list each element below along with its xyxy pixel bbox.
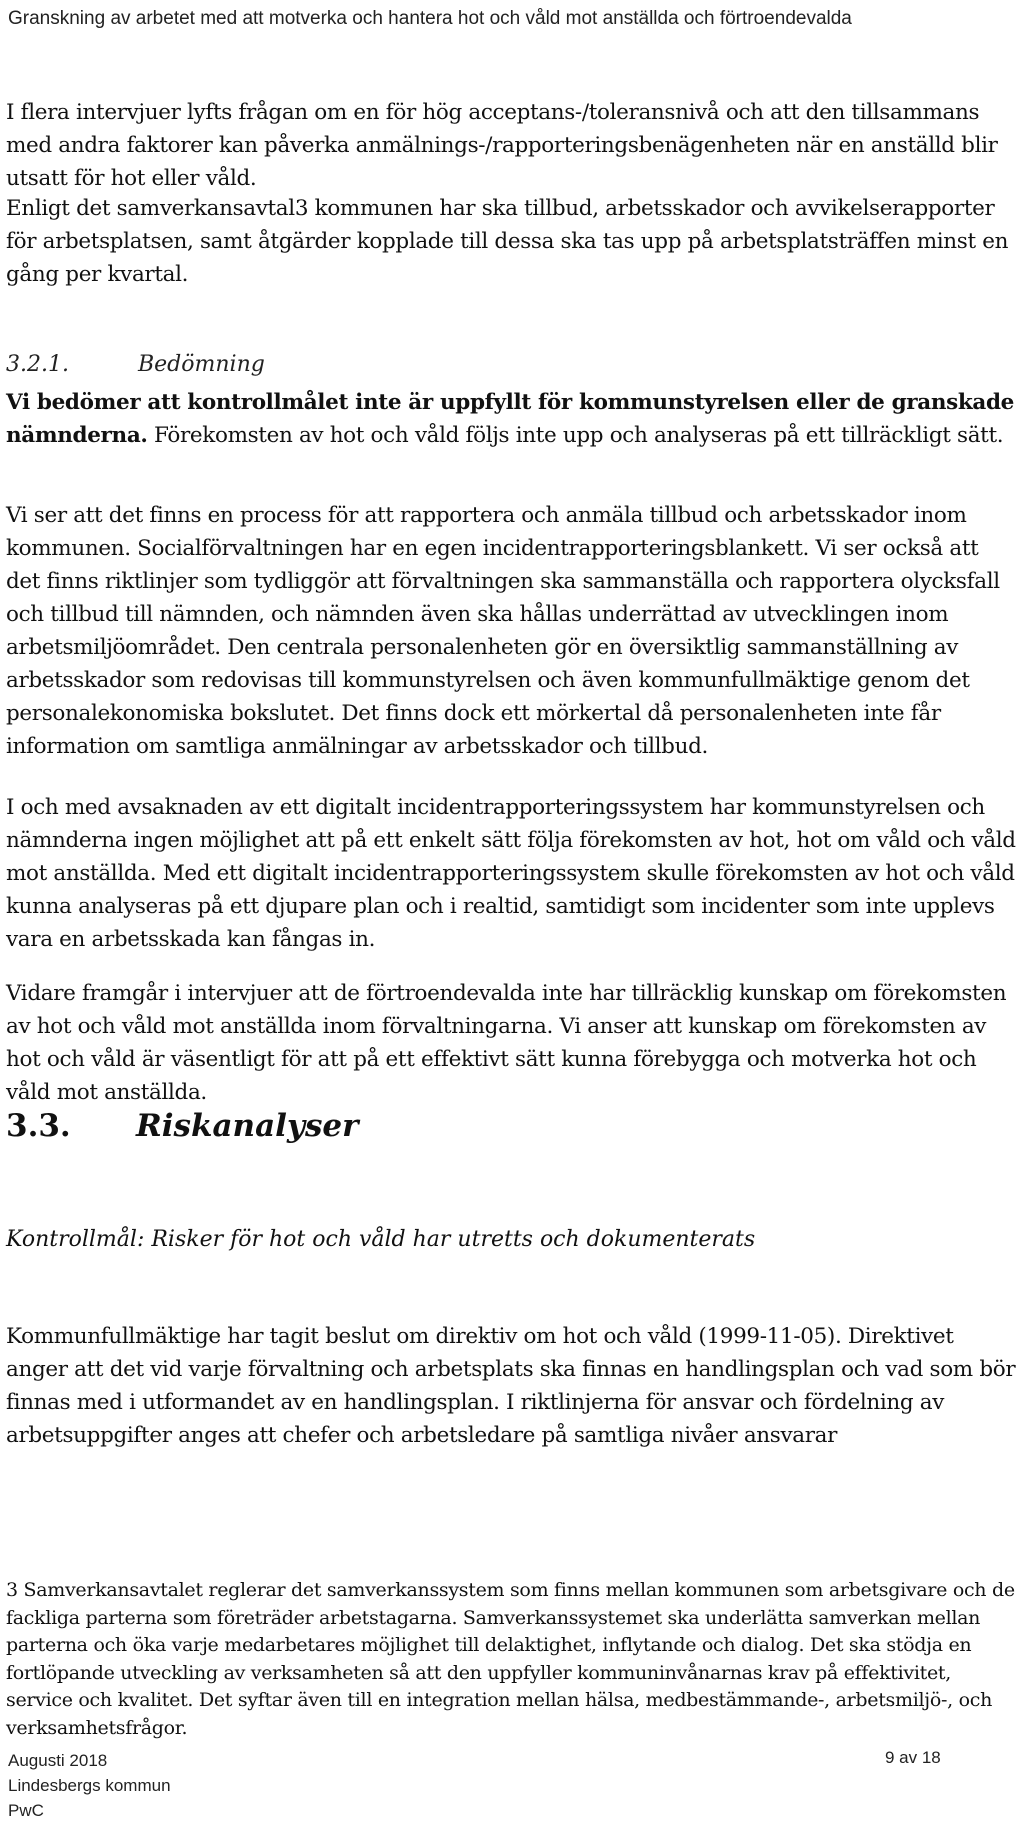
page-footer: [8, 1748, 171, 1823]
paragraph-text: kommunen har ska tillbud, arbetsskador och avvikelserapporter för arbetsplatsen, samt åtgärder kopplade till dessa ska tas upp på arbetsplatsträffen minst en gång per kvartal.: [6, 196, 1009, 287]
paragraph-tolerance: I flera intervjuer lyfts frågan om en för hög acceptans-/toleransnivå och att den tillsammans med andra faktorer kan påverka anmälnings-/rapporteringsbenägenheten när en anställd blir utsatt för hot eller våld.: [6, 100, 998, 191]
subsection-heading: [6, 352, 265, 377]
footnote: [6, 1577, 1016, 1742]
assessment-conclusion: Vi bedömer att kontrollmålet inte är uppfyllt för kommunstyrelsen eller de granskade nämnderna.: [6, 390, 1015, 448]
paragraph-digital-system: I och med avsaknaden av ett digitalt incidentrapporteringssystem har kommunstyrelsen och nämnderna ingen möjlighet att på ett enkelt sätt följa förekomsten av hot, hot om våld och våld mot anställda. Med ett digitalt incidentrapporteringssystem skulle förekomsten av hot och våld kunna analyseras på ett djupare plan och i realtid, samtidigt som incidenter som inte upplevs vara en arbetsskada kan fångas in.: [6, 795, 1016, 952]
paragraph-reporting-process: Vi ser att det finns en process för att rapportera och anmäla tillbud och arbetsskador inom kommunen. Socialförvaltningen har en egen incidentrapporteringsblankett. Vi ser också att det finns riktlinjer som tydliggör att förvaltningen ska sammanställa och rapportera olycksfall och tillbud till nämnden, och nämnden även ska hållas underrättad av utvecklingen inom arbetsmiljöområdet. Den centrala personalenheten gör en översiktlig sammanställning av arbetsskador som redovisas till kommunstyrelsen och även kommunfullmäktige genom det personalekonomiska bokslutet. Det finns dock ett mörkertal då personalenheten inte får information om samtliga anmälningar av arbetsskador och tillbud.: [6, 503, 1000, 759]
paragraph-cooperation-agreement: [6, 192, 1016, 291]
paragraph-assessment: [6, 386, 1016, 452]
paragraph-directive: Kommunfullmäktige har tagit beslut om direktiv om hot och våld (1999-11-05). Direktivet anger att det vid varje förvaltning och arbetsplats ska finnas en handlingsplan och vad som bör finnas med i utformandet av en handlingsplan. I riktlinjerna för ansvar och fördelning av arbetsuppgifter anges att chefer och arbetsledare på samtliga nivåer ansvarar: [6, 1324, 1016, 1448]
footnote-number: 3: [6, 1579, 18, 1601]
paragraph-text: Enligt det samverkansavtal: [6, 196, 295, 221]
footnote-text: Samverkansavtalet reglerar det samverkanssystem som finns mellan kommunen som arbetsgivare och de fackliga parterna som företräder arbetstagarna. Samverkanssystemet ska underlätta samverkan mellan parterna och öka varje medarbetares möjlighet till delaktighet, inflytande och dialog. Det ska stödja en fortlöpande utveckling av verksamheten så att den uppfyller kommuninvånarnas krav på effektivitet, service och kvalitet. Det syftar även till en integration mellan hälsa, medbestämmande-, arbetsmiljö-, och verksamhetsfrågor.: [6, 1579, 1015, 1739]
section-title: Riskanalyser: [136, 1108, 359, 1144]
section-heading: [6, 1108, 358, 1144]
footnote-reference[interactable]: 3: [294, 196, 309, 221]
subsection-title: Bedömning: [138, 352, 265, 377]
footer-date: Augusti 2018: [8, 1751, 108, 1770]
paragraph-knowledge: Vidare framgår i intervjuer att de förtroendevalda inte har tillräcklig kunskap om förekomsten av hot och våld mot anställda inom förvaltningarna. Vi anser att kunskap om förekomsten av hot och våld är väsentligt för att på ett effektivt sätt kunna förebygga och motverka hot och våld mot anställda.: [6, 981, 1007, 1105]
footer-company: PwC: [8, 1801, 44, 1820]
footer-organization: Lindesbergs kommun: [8, 1776, 171, 1795]
subsection-number: 3.2.1.: [6, 352, 69, 377]
page-number: 9 av 18: [885, 1748, 941, 1767]
section-number: 3.3.: [6, 1108, 71, 1144]
assessment-detail: Förekomsten av hot och våld följs inte upp och analyseras på ett tillräckligt sätt.: [147, 423, 1004, 448]
page-header: Granskning av arbetet med att motverka och hantera hot och våld mot anställda och förtroendevalda: [8, 8, 852, 29]
control-goal: Kontrollmål: Risker för hot och våld har utretts och dokumenterats: [6, 1227, 756, 1252]
